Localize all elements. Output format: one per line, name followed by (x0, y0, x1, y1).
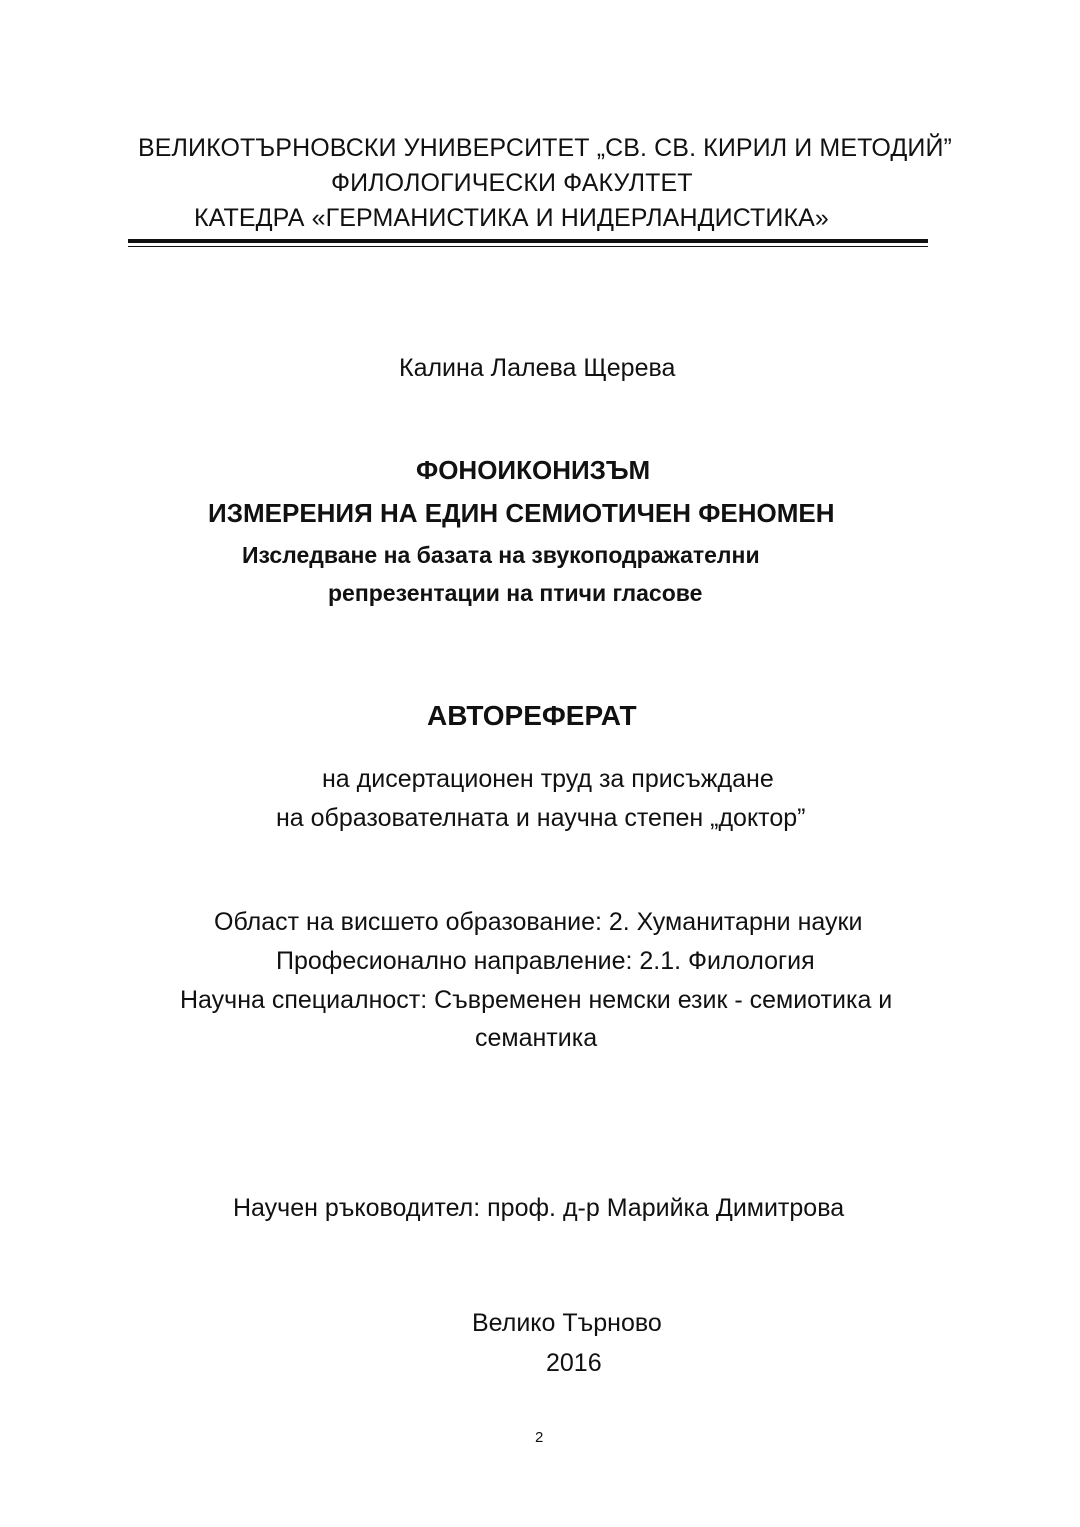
header-divider-thin (128, 246, 928, 247)
header-divider-thick (128, 239, 928, 243)
field-specialty-line-1: Научна специалност: Съвременен немски език - семиотика и (180, 986, 893, 1014)
subtitle-line-2: репрезентации на птичи гласове (328, 580, 703, 606)
supervisor: Научен ръководител: проф. д-р Марийка Димитрова (233, 1194, 845, 1222)
field-direction: Професионално направление: 2.1. Филология (276, 947, 815, 975)
title-line-1: ФОНОИКОНИЗЪМ (416, 455, 651, 485)
field-area: Област на висшето образование: 2. Хуманитарни науки (214, 908, 863, 936)
field-specialty-line-2: семантика (475, 1024, 598, 1052)
year: 2016 (546, 1349, 602, 1377)
page-number: 2 (535, 1429, 544, 1446)
purpose-line-2: на образователната и научна степен „доктор” (276, 804, 806, 832)
university-name: ВЕЛИКОТЪРНОВСКИ УНИВЕРСИТЕТ „СВ. СВ. КИРИЛ И МЕТОДИЙ” (138, 134, 952, 162)
place: Велико Търново (472, 1309, 662, 1337)
document-type: АВТОРЕФЕРАТ (427, 700, 637, 731)
faculty-name: ФИЛОЛОГИЧЕСКИ ФАКУЛТЕТ (331, 169, 693, 197)
title-line-2: ИЗМЕРЕНИЯ НА ЕДИН СЕМИОТИЧЕН ФЕНОМЕН (208, 498, 835, 528)
author-name: Калина Лалева Щерева (399, 354, 676, 382)
department-name: КАТЕДРА «ГЕРМАНИСТИКА И НИДЕРЛАНДИСТИКА» (194, 204, 829, 232)
subtitle-line-1: Изследване на базата на звукоподражателни (242, 542, 760, 568)
purpose-line-1: на дисертационен труд за присъждане (322, 765, 774, 793)
